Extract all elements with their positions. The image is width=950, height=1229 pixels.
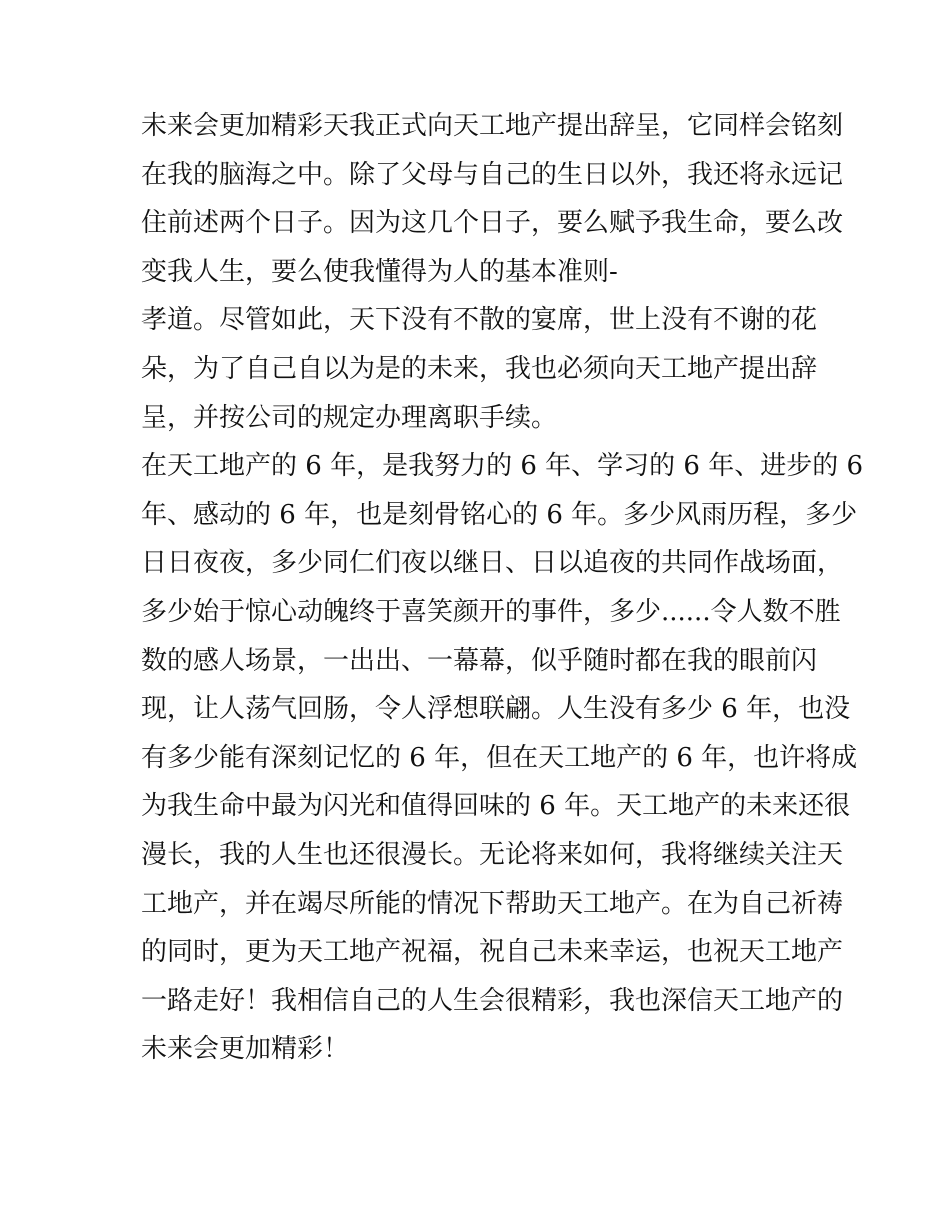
text-line: 工地产，并在竭尽所能的情况下帮助天工地产。在为自己祈祷 <box>141 888 844 919</box>
text-line: 在我的脑海之中。除了父母与自己的生日以外，我还将永远记 <box>141 159 844 190</box>
text-line: 未来会更加精彩天我正式向天工地产提出辞呈，它同样会铭刻 <box>141 111 844 141</box>
text-line: 为我生命中最为闪光和值得回味的 6 年。天工地产的未来还很 <box>141 791 851 822</box>
text-line: 日日夜夜，多少同仁们夜以继日、日以追夜的共同作战场面， <box>141 548 844 579</box>
text-line: 多少始于惊心动魄终于喜笑颜开的事件，多少......令人数不胜 <box>141 596 841 627</box>
text-line: 变我人生，要么使我懂得为人的基本准则- <box>141 256 618 287</box>
text-line: 一路走好！我相信自己的人生会很精彩，我也深信天工地产的 <box>141 985 844 1016</box>
text-line: 住前述两个日子。因为这几个日子，要么赋予我生命，要么改 <box>141 208 844 239</box>
text-line: 在天工地产的 6 年，是我努力的 6 年、学习的 6 年、进步的 6 <box>141 451 864 482</box>
text-line: 现，让人荡气回肠，令人浮想联翩。人生没有多少 6 年，也没 <box>141 694 851 725</box>
text-line: 未来会更加精彩！ <box>141 1034 350 1065</box>
text-line: 有多少能有深刻记忆的 6 年，但在天工地产的 6 年，也许将成 <box>141 742 858 773</box>
text-line: 孝道。尽管如此，天下没有不散的宴席，世上没有不谢的花 <box>141 305 818 336</box>
text-line: 的同时，更为天工地产祝福，祝自己未来幸运，也祝天工地产 <box>141 937 844 968</box>
body-text <box>141 102 864 1074</box>
text-line: 呈，并按公司的规定办理离职手续。 <box>141 402 558 433</box>
text-line: 漫长，我的人生也还很漫长。无论将来如何，我将继续关注天 <box>141 839 844 870</box>
text-line: 年、感动的 6 年，也是刻骨铭心的 6 年。多少风雨历程，多少 <box>141 499 858 530</box>
text-line: 数的感人场景，一出出、一幕幕，似乎随时都在我的眼前闪 <box>141 645 818 676</box>
text-line: 朵，为了自己自以为是的未来，我也必须向天工地产提出辞 <box>141 353 818 384</box>
